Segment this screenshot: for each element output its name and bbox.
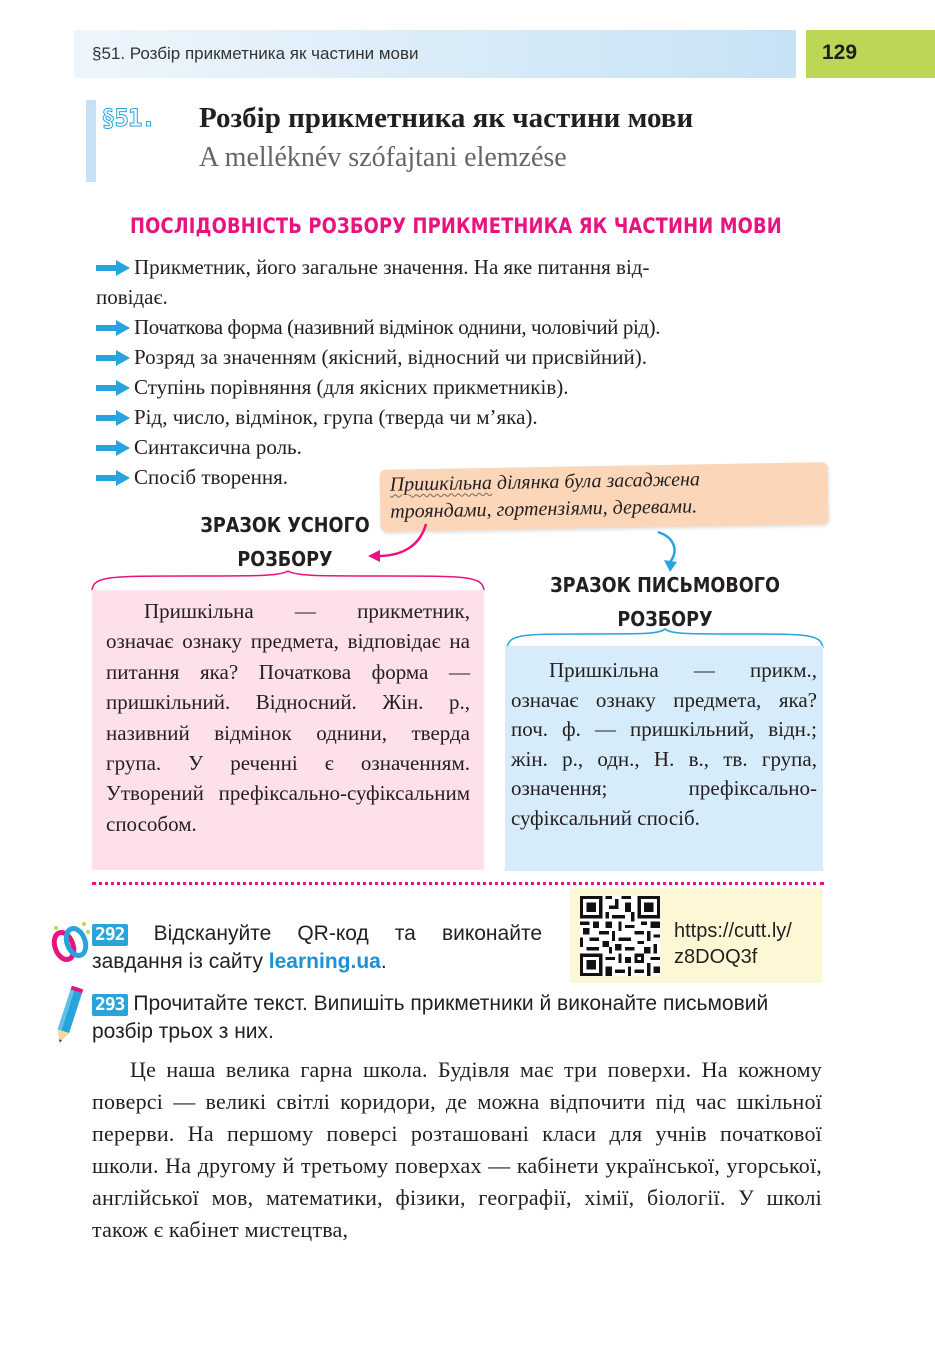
arrow-right-icon bbox=[96, 440, 130, 456]
qr-url-line: https://cutt.ly/ bbox=[674, 920, 792, 942]
task-text: Прочитайте текст. Випишіть прикметники й виконайте письмовий розбір трьох з них. bbox=[92, 992, 769, 1043]
qr-url-line: z8DOQ3f bbox=[674, 946, 758, 968]
step-text: Ступінь порівняння (для якісних прикметників). bbox=[134, 375, 569, 399]
brace-decoration bbox=[90, 570, 486, 592]
step-text: Розряд за значенням (якісний, відносний чи присвійний). bbox=[134, 345, 647, 369]
arrow-right-icon bbox=[96, 380, 130, 396]
oral-title-line: РОЗБОРУ bbox=[237, 547, 333, 571]
task-293 bbox=[92, 990, 820, 1046]
arrow-right-icon bbox=[96, 260, 130, 276]
section-number: §51. bbox=[101, 104, 155, 132]
arrow-right-icon bbox=[96, 410, 130, 426]
task-292 bbox=[92, 920, 542, 976]
list-item bbox=[96, 252, 826, 312]
highlighted-adjective: Пришкільна bbox=[389, 471, 493, 496]
oral-sample-text: Пришкільна — прикметник, означає ознаку предмета, відповідає на питання яка? Початкова форма — пришкільний. Відносний. Жін. р., називний відмінок однини, тверда група. У реченні є означенням. Утворений префіксально-суфіксальним способом. bbox=[106, 599, 470, 836]
page-number-tab bbox=[806, 30, 935, 78]
section-title-ua: Розбір прикметника як частини мови bbox=[199, 102, 694, 134]
list-item bbox=[96, 342, 826, 372]
list-item bbox=[96, 372, 826, 402]
written-sample-text: Пришкільна — прикм., означає ознаку предмета, яка? поч. ф. — пришкільний, відн.; жін. р., одн., Н. в., тв. група, означення; префіксально-суфіксальний спосіб. bbox=[511, 658, 817, 830]
learning-ua-link[interactable]: learning.ua bbox=[268, 950, 381, 973]
task-number: 292 bbox=[92, 924, 128, 946]
qr-url[interactable] bbox=[674, 918, 792, 970]
written-title-line: РОЗБОРУ bbox=[617, 607, 713, 631]
written-sample-box bbox=[505, 646, 823, 871]
arrow-right-icon bbox=[96, 350, 130, 366]
running-title: §51. Розбір прикметника як частини мови bbox=[92, 44, 419, 63]
qr-code-icon[interactable] bbox=[580, 896, 660, 976]
example-sentence-line: трояндами, гортензіями, деревами. bbox=[390, 495, 698, 523]
written-title-line: ЗРАЗОК ПИСЬМОВОГО bbox=[550, 573, 780, 597]
list-item bbox=[96, 312, 826, 342]
oral-title-line: ЗРАЗОК УСНОГО bbox=[200, 513, 370, 537]
example-sentence-line bbox=[390, 468, 701, 496]
oral-sample-title bbox=[193, 508, 378, 576]
example-sentence-rest: ділянка була засаджена bbox=[491, 468, 701, 494]
running-header bbox=[74, 30, 796, 78]
step-text: Початкова форма (називний відмінок однини, чоловічий рід). bbox=[134, 315, 661, 339]
section-title-hu: A melléknév szófajtani elemzése bbox=[199, 142, 567, 173]
qr-panel bbox=[570, 888, 822, 983]
oral-sample-box bbox=[92, 590, 484, 870]
step-text: Рід, число, відмінок, група (тверда чи м’яка). bbox=[134, 405, 538, 429]
step-text: Синтаксична роль. bbox=[134, 435, 302, 459]
arrow-right-icon bbox=[96, 320, 130, 336]
reading-text bbox=[92, 1054, 822, 1246]
chain-link-icon bbox=[50, 918, 92, 966]
title-stripe bbox=[86, 100, 96, 182]
list-item bbox=[96, 432, 826, 462]
task-text-end: . bbox=[380, 950, 387, 973]
reading-paragraph: Це наша велика гарна школа. Будівля має три поверхи. На кожному поверсі — великі світлі коридори, де можна відпочити під час шкільної перерви. На першому поверсі розташовані класи для учнів початкової школи. На другому й третьому поверхах — кабінети української, угорської, англійської мов, математики, фізики, географії, хімії, біології. У школі також є кабінет мистецтва, bbox=[92, 1057, 822, 1242]
steps-list bbox=[96, 252, 826, 492]
step-text-continuation: повідає. bbox=[96, 285, 168, 309]
sequence-heading: ПОСЛІДОВНІСТЬ РОЗБОРУ ПРИКМЕТНИКА ЯК ЧАСТИНИ МОВИ bbox=[130, 214, 782, 238]
dotted-divider bbox=[92, 882, 824, 885]
step-text: Прикметник, його загальне значення. На яке питання від- bbox=[134, 255, 650, 279]
page-number: 129 bbox=[822, 41, 858, 64]
arrow-right-icon bbox=[96, 470, 130, 486]
list-item bbox=[96, 402, 826, 432]
written-sample-title bbox=[546, 568, 784, 636]
example-sentence-note bbox=[379, 462, 828, 532]
task-number: 293 bbox=[92, 994, 128, 1016]
task-text: Відскануйте QR-код та виконайте завдання із сайту bbox=[92, 922, 543, 973]
step-text: Спосіб творення. bbox=[134, 465, 289, 489]
pencil-icon bbox=[52, 986, 84, 1048]
